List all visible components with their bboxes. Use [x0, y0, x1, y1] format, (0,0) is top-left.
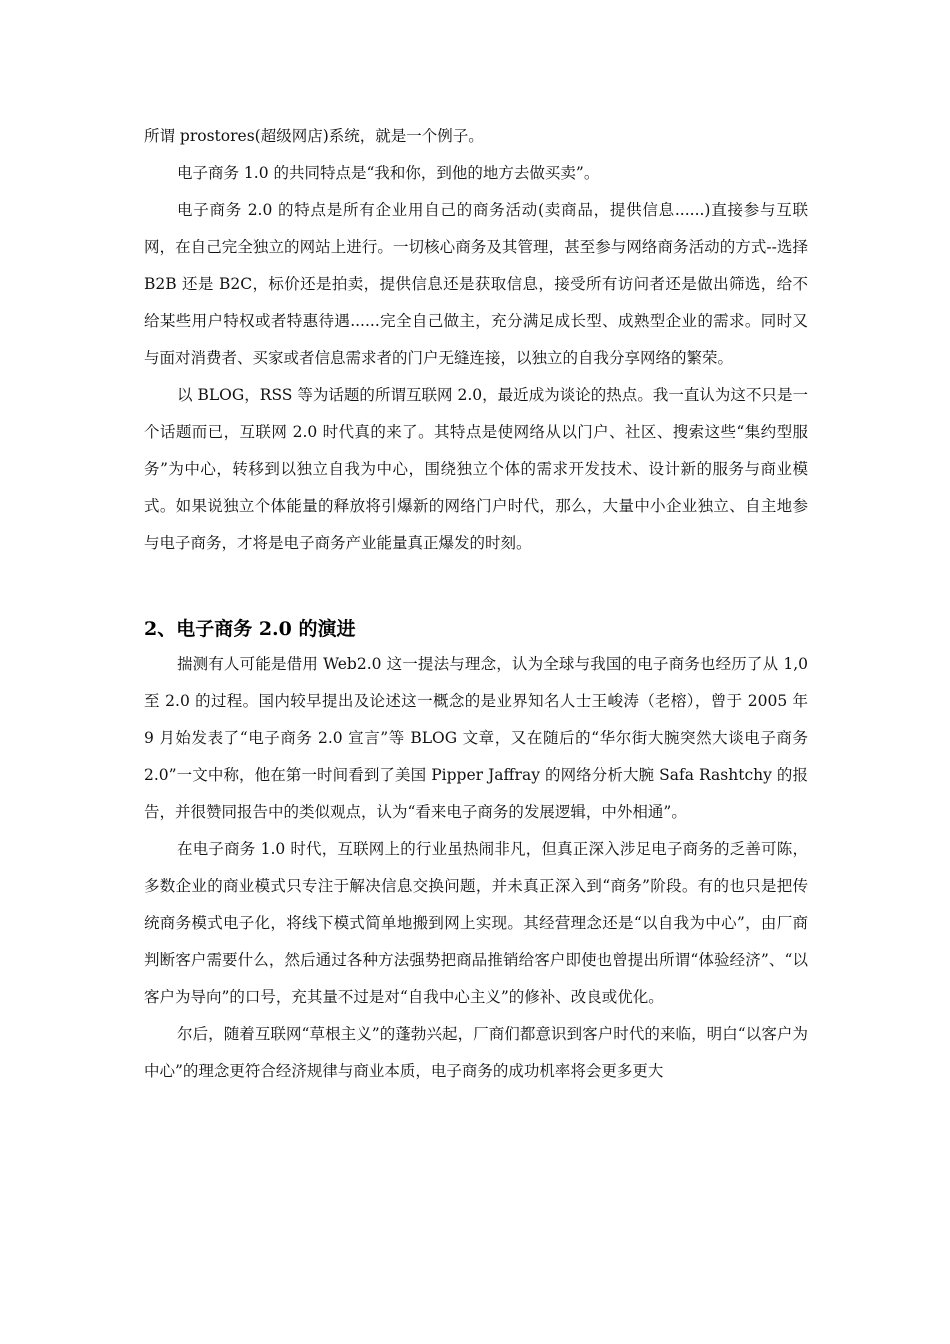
paragraph-ec1-era: 在电子商务 1.0 时代，互联网上的行业虽热闹非凡，但真正深入涉足电子商务的乏善可陈，多数企业的商业模式只专注于解决信息交换问题，并未真正深入到“商务”阶段。有的也只是把传统商务模式电子化，将线下模式简单地搬到网上实现。其经营理念还是“以自我为中心”，由厂商判断客户需要什么，然后通过各种方法强势把商品推销给客户即使也曾提出所谓“体验经济”、“以客户为导向”的口号，充其量不过是对“自我中心主义”的修补、改良或优化。: [144, 840, 808, 1006]
document-body: [144, 118, 808, 1090]
section-heading: 2、电子商务 2.0 的演进: [144, 618, 356, 640]
paragraph-web2-origin: 揣测有人可能是借用 Web2.0 这一提法与理念，认为全球与我国的电子商务也经历了从 1,0 至 2.0 的过程。国内较早提出及论述这一概念的是业界知名人士王峻涛（老榕），曾于 2005 年 9 月始发表了“电子商务 2.0 宣言”等 BLOG 文章，又在随后的“华尔街大腕突然大谈电子商务 2.0”一文中称，他在第一时间看到了美国 Pipper Jaffray 的网络分析大腕 Safa Rashtchy 的报告，并很赞同报告中的类似观点，认为“看来电子商务的发展逻辑，中外相通”。: [144, 655, 808, 821]
paragraph-prostores: 所谓 prostores(超级网店)系统，就是一个例子。: [144, 127, 484, 145]
paragraph-grassroots: 尔后，随着互联网“草根主义”的蓬勃兴起，厂商们都意识到客户时代的来临，明白“以客户为中心”的理念更符合经济规律与商业本质，电子商务的成功机率将会更多更大: [144, 1025, 808, 1080]
paragraph-ec2-feature: 电子商务 2.0 的特点是所有企业用自己的商务活动(卖商品，提供信息......)直接参与互联网，在自己完全独立的网站上进行。一切核心商务及其管理，甚至参与网络商务活动的方式--选择 B2B 还是 B2C，标价还是拍卖，提供信息还是获取信息，接受所有访问者还是做出筛选，给不给某些用户特权或者特惠待遇......完全自己做主，充分满足成长型、成熟型企业的需求。同时又与面对消费者、买家或者信息需求者的门户无缝连接，以独立的自我分享网络的繁荣。: [144, 201, 808, 367]
paragraph-internet2: 以 BLOG，RSS 等为话题的所谓互联网 2.0，最近成为谈论的热点。我一直认为这不只是一个话题而已，互联网 2.0 时代真的来了。其特点是使网络从以门户、社区、搜索这些“集约型服务”为中心，转移到以独立自我为中心，围绕独立个体的需求开发技术、设计新的服务与商业模式。如果说独立个体能量的释放将引爆新的网络门户时代，那么，大量中小企业独立、自主地参与电子商务，才将是电子商务产业能量真正爆发的时刻。: [144, 386, 808, 552]
paragraph-ec1-feature: 电子商务 1.0 的共同特点是“我和你，到他的地方去做买卖”。: [177, 164, 600, 182]
section-spacer: [144, 562, 808, 612]
